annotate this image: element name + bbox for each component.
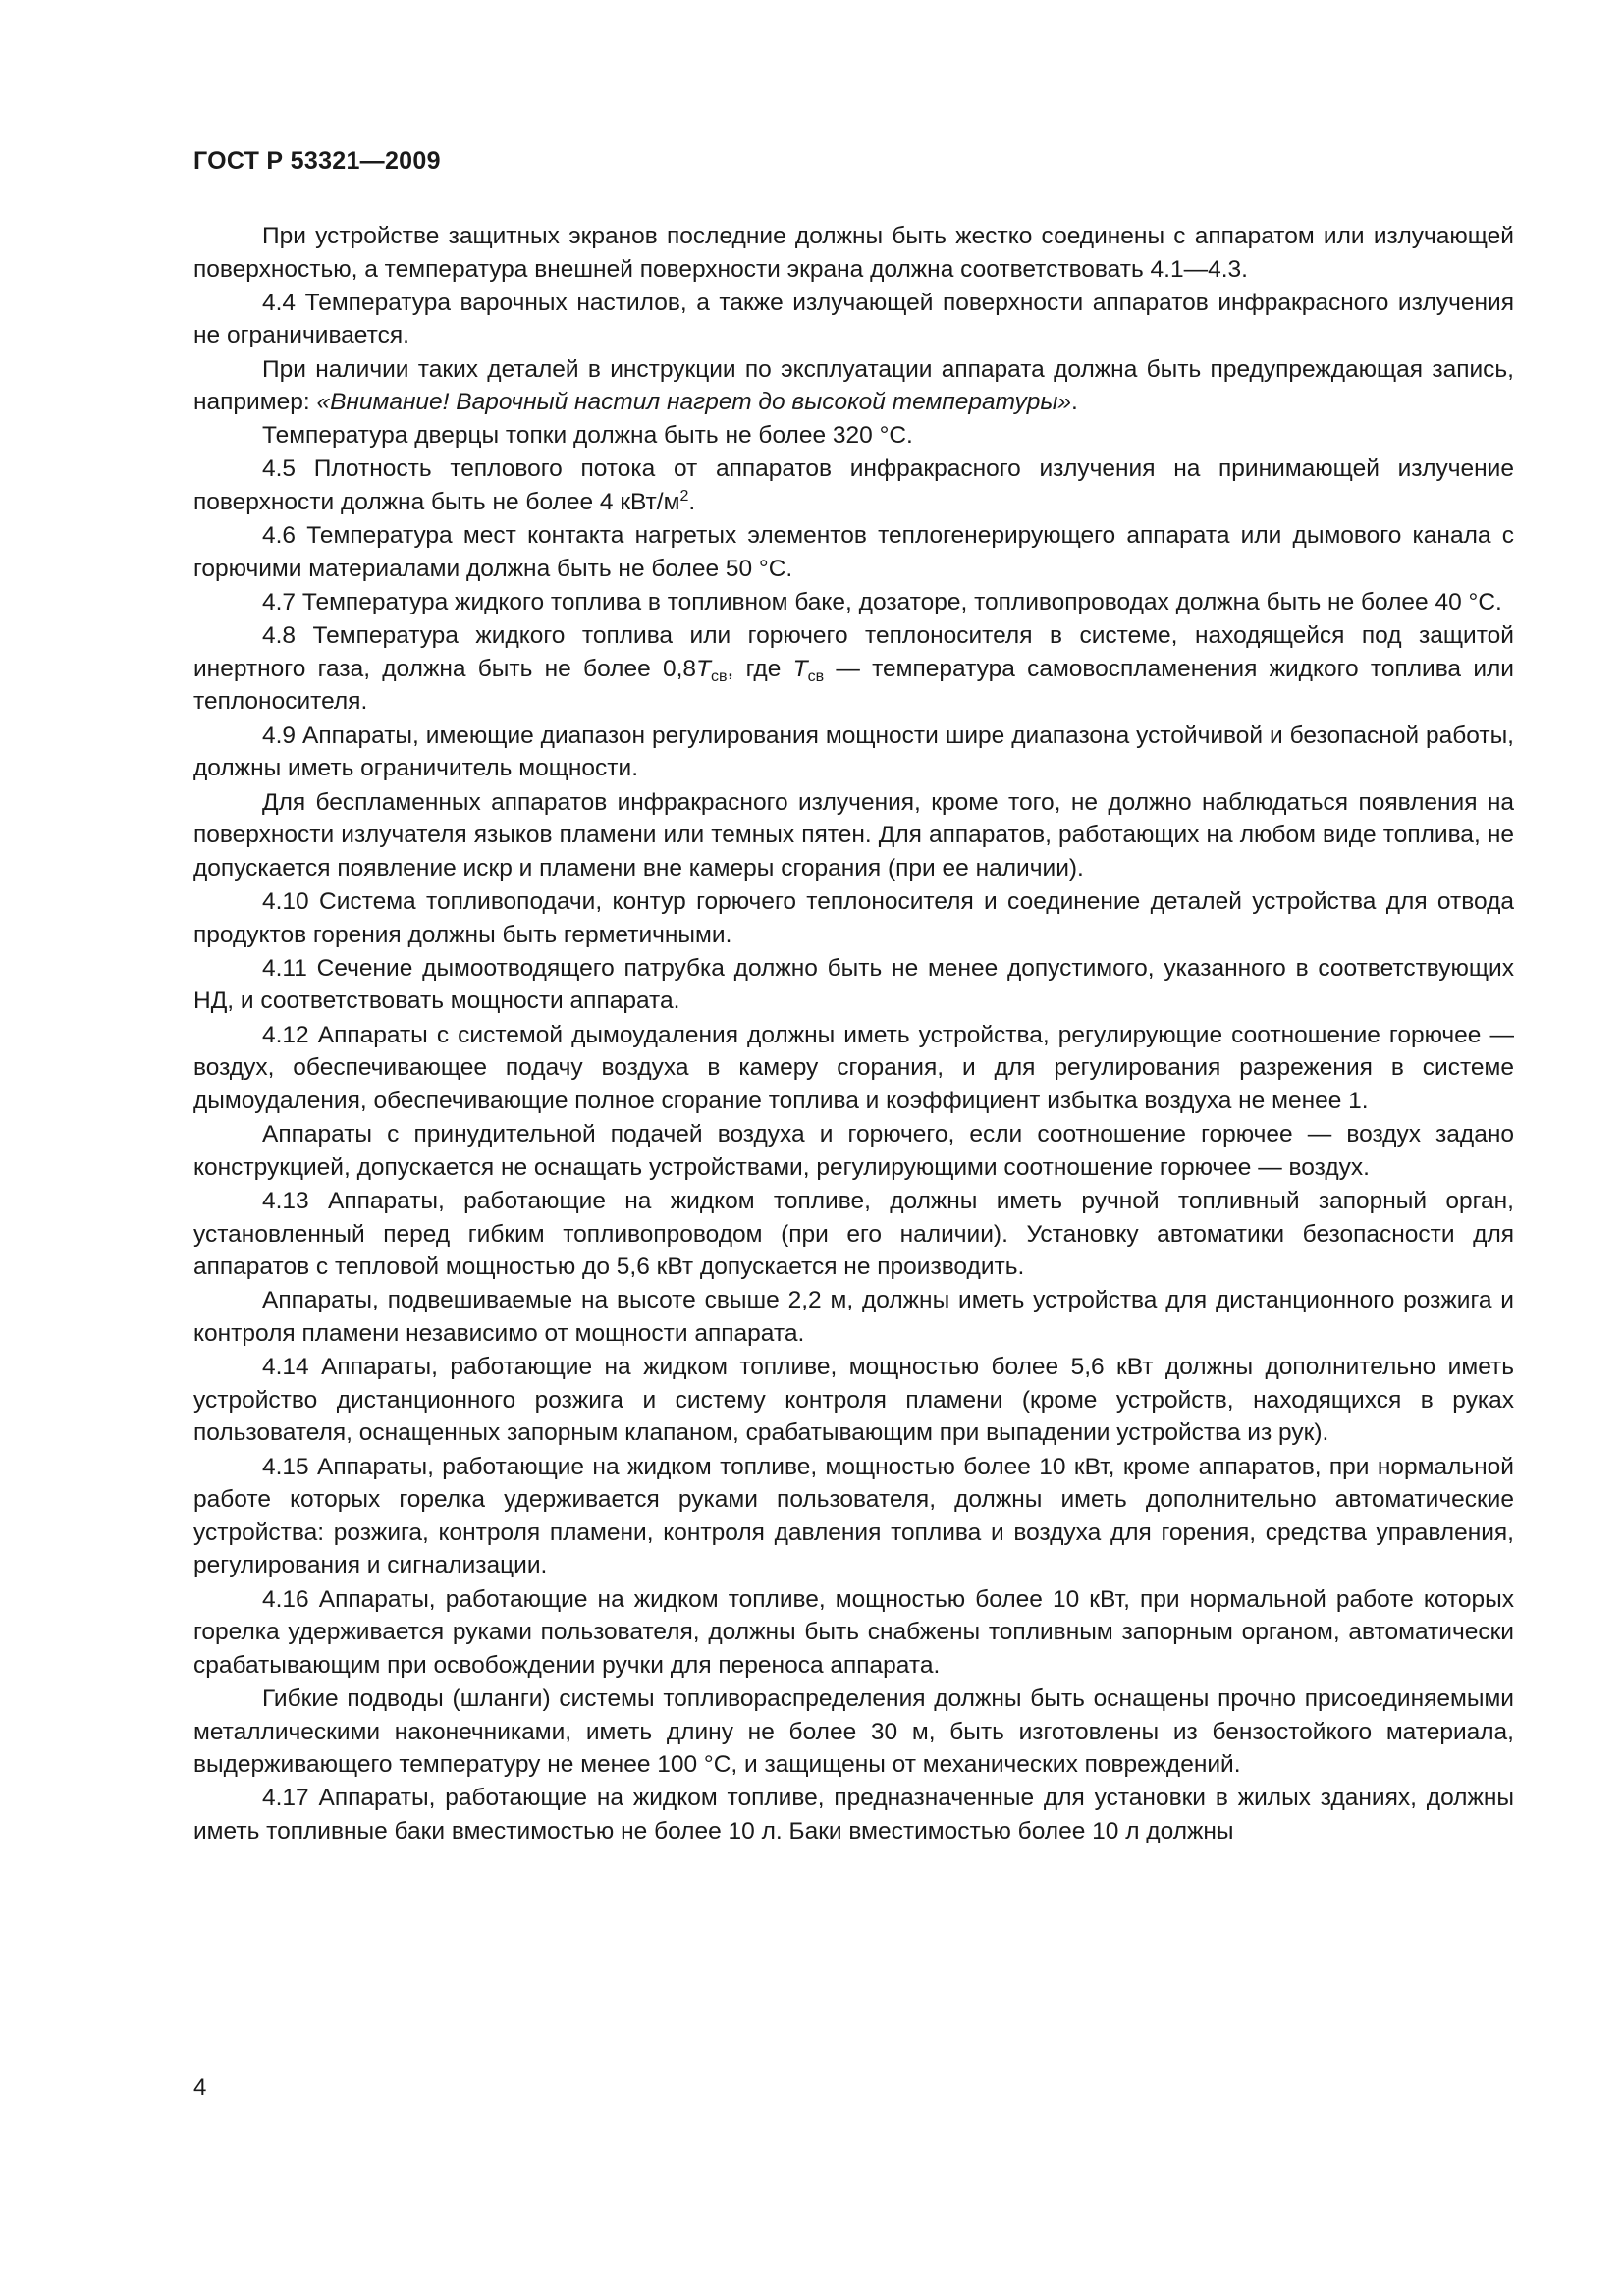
paragraph-4-11: 4.11 Сечение дымоотводящего патрубка должно быть не менее допустимого, указанного в соответствующих НД, и соответствовать мощности аппарата. [193, 954, 1514, 1015]
paragraph-4-9: 4.9 Аппараты, имеющие диапазон регулирования мощности шире диапазона устойчивой и безопасной работы, должны иметь ограничитель мощности. [193, 721, 1514, 782]
paragraph: Гибкие подводы (шланги) системы топливораспределения должны быть оснащены прочно присоединяемыми металлическими наконечниками, иметь длину не более 30 м, быть изготовлены из бензостойкого материала, выдерживающего температуру не менее 100 °С, и защищены от механических повреждений. [193, 1685, 1514, 1779]
paragraph-4-4: 4.4 Температура варочных настилов, а также излучающей поверхности аппаратов инфракрасного излучения не ограничивается. [193, 289, 1514, 349]
warning-quote: «Внимание! Варочный настил нагрет до высокой температуры» [316, 389, 1072, 416]
text: . [1071, 389, 1078, 416]
text: , где [727, 655, 793, 682]
document-body [193, 220, 1514, 1847]
paragraph: При устройстве защитных экранов последние должны быть жестко соединены с аппаратом или излучающей поверхностью, а температура внешней поверхности экрана должна соответствовать 4.1—4.3. [193, 223, 1514, 283]
paragraph-4-13: 4.13 Аппараты, работающие на жидком топливе, должны иметь ручной топливный запорный орган, установленный перед гибким топливопроводом (при его наличии). Установку автоматики безопасности для аппаратов с тепловой мощностью до 5,6 кВт допускается не производить. [193, 1188, 1514, 1281]
paragraph-4-6: 4.6 Температура мест контакта нагретых элементов теплогенерирующего аппарата или дымового канала с горючими материалами должна быть не более 50 °С. [193, 522, 1514, 582]
paragraph-4-16: 4.16 Аппараты, работающие на жидком топливе, мощностью более 10 кВт, при нормальной работе которых горелка удерживается руками пользователя, должны быть снабжены топливным запорным органом, автоматически срабатывающим при освобождении ручки для переноса аппарата. [193, 1585, 1514, 1679]
paragraph: Аппараты с принудительной подачей воздуха и горючего, если соотношение горючее — воздух задано конструкцией, допускается не оснащать устройствами, регулирующими соотношение горючее — воздух. [193, 1121, 1514, 1181]
variable-t: T [792, 655, 808, 682]
variable-t: T [696, 655, 711, 682]
paragraph-4-12: 4.12 Аппараты с системой дымоудаления должны иметь устройства, регулирующие соотношение горючее — воздух, обеспечивающее подачу воздуха в камеру сгорания, и для регулирования разрежения в системе дымоудаления, обеспечивающие полное сгорание топлива и коэффициент избытка воздуха не менее 1. [193, 1021, 1514, 1114]
text: При наличии таких деталей в инструкции по эксплуатации аппарата должна быть предупреждающая запись, например: [193, 355, 1514, 416]
paragraph: Температура дверцы топки должна быть не более 320 °С. [262, 421, 913, 449]
paragraph-4-8 [193, 619, 1514, 719]
paragraph-4-7: 4.7 Температура жидкого топлива в топливном баке, дозаторе, топливопроводах должна быть не более 40 °С. [262, 588, 1502, 615]
paragraph-4-5 [193, 453, 1514, 518]
subscript: св [711, 667, 728, 685]
text: — температура самовоспламенения жидкого топлива или теплоносителя. [193, 655, 1514, 716]
subscript: св [807, 667, 825, 685]
paragraph-4-10: 4.10 Система топливоподачи, контур горючего теплоносителя и соединение деталей устройства для отвода продуктов горения должны быть герметичными. [193, 888, 1514, 948]
paragraph-4-15: 4.15 Аппараты, работающие на жидком топливе, мощностью более 10 кВт, кроме аппаратов, при нормальной работе которых горелка удерживается руками пользователя, должны иметь дополнительно автоматические устройства: розжига, контроля пламени, контроля давления топлива и воздуха для горения, средства управления, регулирования и сигнализации. [193, 1453, 1514, 1579]
paragraph-4-14: 4.14 Аппараты, работающие на жидком топливе, мощностью более 5,6 кВт должны дополнительно иметь устройство дистанционного розжига и систему контроля пламени (кроме устройств, находящихся в руках пользователя, оснащенных запорным клапаном, срабатывающим при выпадении устройства из рук). [193, 1354, 1514, 1447]
paragraph-4-17: 4.17 Аппараты, работающие на жидком топливе, предназначенные для установки в жилых зданиях, должны иметь топливные баки вместимостью не более 10 л. Баки вместимостью более 10 л должны [193, 1785, 1514, 1844]
superscript: 2 [679, 487, 689, 505]
page-number: 4 [193, 2074, 207, 2101]
text: 4.8 Температура жидкого топлива или горючего теплоносителя в системе, находящейся под защитой инертного газа, должна быть не более 0,8 [193, 622, 1514, 682]
page-header: ГОСТ Р 53321—2009 [193, 147, 441, 175]
paragraph: Для беспламенных аппаратов инфракрасного излучения, кроме того, не должно наблюдаться появления на поверхности излучателя языков пламени или темных пятен. Для аппаратов, работающих на любом виде топлива, не допускается появление искр и пламени вне камеры сгорания (при ее наличии). [193, 788, 1514, 881]
paragraph: Аппараты, подвешиваемые на высоте свыше 2,2 м, должны иметь устройства для дистанционного розжига и контроля пламени независимо от мощности аппарата. [193, 1287, 1514, 1347]
text: 4.5 Плотность теплового потока от аппаратов инфракрасного излучения на принимающей излучение поверхности должна быть не более 4 кВт/м [193, 455, 1514, 515]
text: . [688, 488, 696, 515]
paragraph-warning-note [193, 353, 1514, 419]
